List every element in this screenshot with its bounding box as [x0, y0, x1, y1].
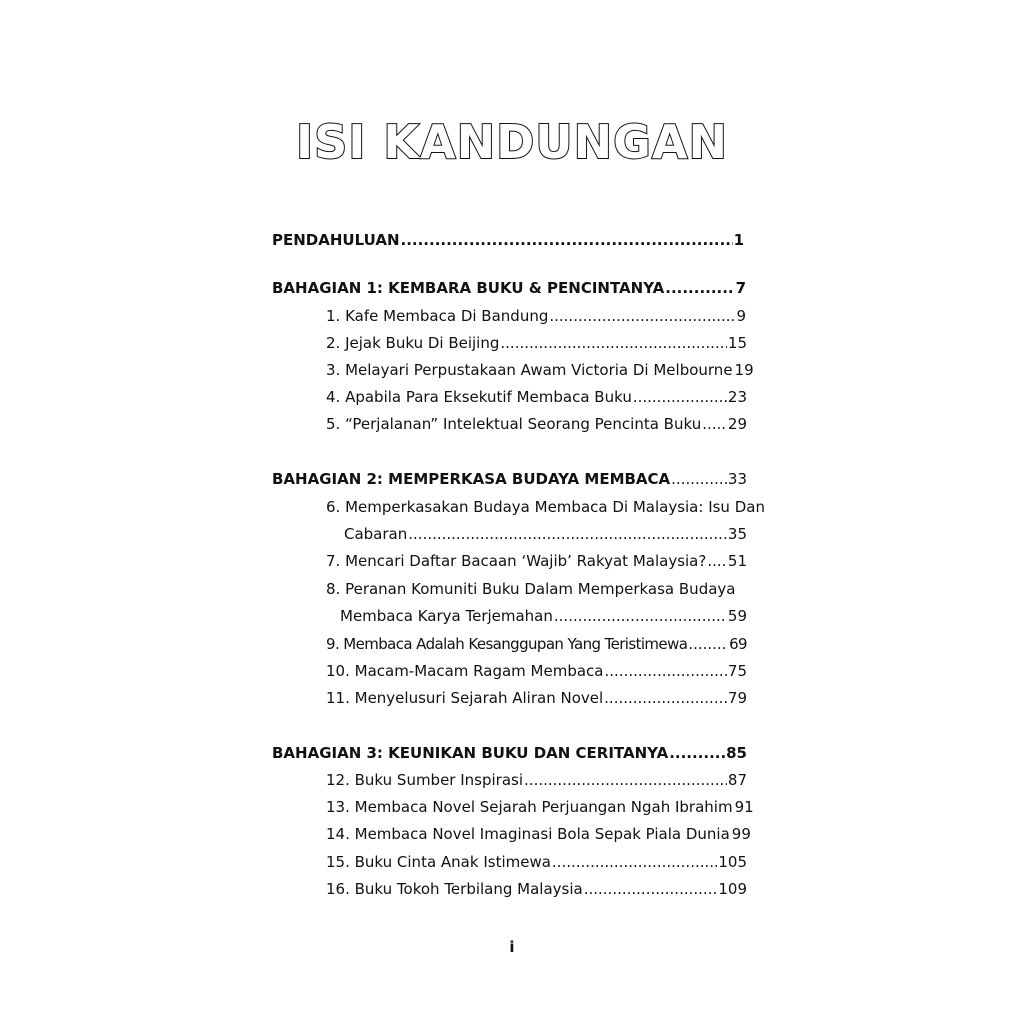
toc-chapter-16[interactable] [326, 879, 747, 899]
toc-chapter-4[interactable] [326, 387, 747, 407]
toc-chapter-9[interactable] [326, 634, 747, 654]
toc-chapter-6-line-1[interactable]: 6. Memperkasakan Budaya Membaca Di Malaysia: Isu Dan [326, 498, 765, 516]
toc-chapter-13[interactable] [326, 797, 754, 817]
toc-entry-pendahuluan[interactable] [272, 230, 744, 250]
toc-chapter-14[interactable] [326, 824, 751, 844]
page-number: i [509, 938, 515, 956]
dot-leader [605, 661, 727, 681]
dot-leader [524, 770, 727, 790]
toc-page-number: 1 [733, 231, 744, 249]
dot-leader [671, 469, 727, 489]
toc-page-number: 79 [727, 689, 747, 707]
toc-page-number: 23 [727, 388, 747, 406]
toc-entry-label: PENDAHULUAN [272, 231, 400, 249]
toc-entry-label: 4. Apabila Para Eksekutif Membaca Buku [326, 388, 632, 406]
dot-leader [665, 278, 734, 298]
toc-section-bahagian-2[interactable] [272, 469, 747, 489]
toc-entry-label: 15. Buku Cinta Anak Istimewa [326, 853, 551, 871]
toc-chapter-3[interactable] [326, 360, 754, 380]
dot-leader [549, 306, 735, 326]
toc-chapter-6[interactable] [344, 524, 747, 544]
toc-page-number: 15 [727, 334, 747, 352]
toc-entry-label: 2. Jejak Buku Di Beijing [326, 334, 500, 352]
toc-chapter-2[interactable] [326, 333, 747, 353]
dot-leader [554, 606, 727, 626]
toc-page-number: 29 [727, 415, 747, 433]
dot-leader [401, 230, 733, 250]
toc-chapter-8[interactable] [340, 606, 747, 626]
toc-entry-label: 14. Membaca Novel Imaginasi Bola Sepak Piala Dunia [326, 825, 730, 843]
toc-page-number: 99 [731, 825, 751, 843]
toc-chapter-5[interactable] [326, 414, 747, 434]
toc-entry-label: 7. Mencari Daftar Bacaan ‘Wajib’ Rakyat Malaysia? [326, 552, 707, 570]
toc-chapter-10[interactable] [326, 661, 747, 681]
toc-page-number: 19 [734, 361, 754, 379]
dot-leader [669, 743, 725, 763]
dot-leader [688, 634, 728, 654]
toc-page-number: 35 [727, 525, 747, 543]
dot-leader [702, 414, 727, 434]
toc-chapter-8-line-1[interactable]: 8. Peranan Komuniti Buku Dalam Memperkasa Budaya [326, 580, 736, 598]
toc-section-bahagian-1[interactable] [272, 278, 746, 298]
toc-entry-label: 5. “Perjalanan” Intelektual Seorang Pencinta Buku [326, 415, 702, 433]
toc-page-number: 9 [736, 307, 746, 325]
toc-page-number: 51 [727, 552, 747, 570]
toc-chapter-12[interactable] [326, 770, 747, 790]
toc-page-number: 109 [718, 880, 747, 898]
toc-page-number: 69 [729, 635, 747, 653]
toc-entry-label: 9. Membaca Adalah Kesanggupan Yang Teristimewa [326, 635, 688, 653]
dot-leader [552, 852, 717, 872]
toc-page-number: 59 [727, 607, 747, 625]
toc-page-number: 91 [734, 798, 754, 816]
toc-entry-label: 11. Menyelusuri Sejarah Aliran Novel [326, 689, 604, 707]
toc-page-number: 105 [718, 853, 747, 871]
toc-entry-label: BAHAGIAN 3: KEUNIKAN BUKU DAN CERITANYA [272, 744, 669, 762]
toc-page-number: 75 [727, 662, 747, 680]
toc-page-number: 85 [726, 744, 747, 762]
toc-entry-label: 16. Buku Tokoh Terbilang Malaysia [326, 880, 583, 898]
dot-leader [584, 879, 718, 899]
toc-page-number: 33 [727, 470, 747, 488]
toc-chapter-15[interactable] [326, 852, 747, 872]
toc-chapter-1[interactable] [326, 306, 746, 326]
toc-entry-label: Membaca Karya Terjemahan [340, 607, 553, 625]
toc-chapter-7[interactable] [326, 551, 747, 571]
toc-entry-label: Cabaran [344, 525, 408, 543]
toc-entry-label: 1. Kafe Membaca Di Bandung [326, 307, 549, 325]
toc-entry-label: 10. Macam-Macam Ragam Membaca [326, 662, 604, 680]
dot-leader [500, 333, 727, 353]
toc-section-bahagian-3[interactable] [272, 743, 747, 763]
dot-leader [604, 688, 727, 708]
toc-entry-label: 13. Membaca Novel Sejarah Perjuangan Ngah Ibrahim [326, 798, 733, 816]
page-title: ISI KANDUNGAN [295, 115, 728, 169]
toc-entry-label: BAHAGIAN 1: KEMBARA BUKU & PENCINTANYA [272, 279, 665, 297]
toc-chapter-11[interactable] [326, 688, 747, 708]
toc-entry-label: BAHAGIAN 2: MEMPERKASA BUDAYA MEMBACA [272, 470, 671, 488]
dot-leader [707, 551, 727, 571]
toc-entry-label: 12. Buku Sumber Inspirasi [326, 771, 524, 789]
dot-leader [633, 387, 727, 407]
dot-leader [408, 524, 727, 544]
toc-page-number: 87 [727, 771, 747, 789]
toc-entry-label: 3. Melayari Perpustakaan Awam Victoria Di Melbourne [326, 361, 733, 379]
toc-page-number: 7 [735, 279, 746, 297]
